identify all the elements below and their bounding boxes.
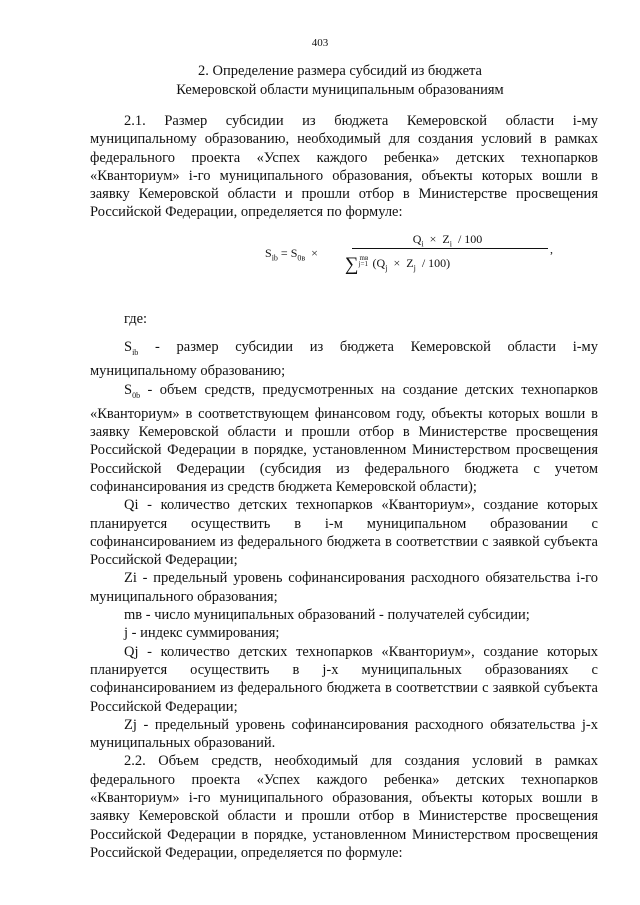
term-s-ib: S <box>124 339 133 356</box>
formula-lhs <box>265 244 318 268</box>
definition-qj: Qj - количество детских технопарков «Кванториум», создание которых планируется осуществить в j-х муниципальных образованиях с софинансированием из федерального бюджета в соответствии с заявкой субъекта Российской Федерации; <box>90 643 598 715</box>
formula-num-div: / 100 <box>457 231 483 246</box>
sum-upper-limit: mв <box>359 253 369 262</box>
section-title <box>90 62 590 100</box>
definition-s-ib-text: - размер субсидии из бюджета Кемеровской области i-му муниципальному образованию; <box>90 339 598 380</box>
formula-den-q: (Q <box>372 255 386 270</box>
formula-num-z-sub: i <box>449 239 452 249</box>
definition-s-ib <box>90 338 598 380</box>
formula-den-q-sub: j <box>385 263 388 273</box>
definition-s-0b <box>90 381 598 497</box>
formula-comma: , <box>550 241 553 256</box>
formula-den-times: × <box>393 255 401 270</box>
section-title-line-1: 2. Определение размера субсидий из бюджета <box>198 63 482 79</box>
term-s-0b-sub: 0b <box>132 390 141 400</box>
formula-s-ib-sub: ib <box>271 253 278 263</box>
definition-s-0b-text: - объем средств, предусмотренных на создание детских технопарков «Кванториум» в соответствующем финансовом году, объекты которых вошли в заявку Кемеровской области и прошли отбор в Министерстве просвещения Российской Федерации в порядке, установленном Министерством просвещения Российской Федерации (субсидия из федерального бюджета с учетом софинансирования из средств бюджета Кемеровской области); <box>90 381 598 495</box>
formula-equals: = <box>280 245 288 260</box>
where-label: где: <box>124 310 148 327</box>
formula-num-q: Q <box>412 231 422 246</box>
formula-num-z: Z <box>442 231 450 246</box>
formula-num-q-sub: i <box>421 239 424 249</box>
formula-num-times: × <box>429 231 437 246</box>
formula-times: × <box>311 245 318 260</box>
sum-symbol: ∑ <box>345 253 359 275</box>
term-s-ib-sub: ib <box>132 347 139 357</box>
formula-s0-sub: 0в <box>297 253 306 263</box>
formula-den-z-sub: j <box>413 263 416 273</box>
definition-mb: mв - число муниципальных образований - получателей субсидии; <box>124 607 530 624</box>
definition-qi: Qi - количество детских технопарков «Кванториум», создание которых планируется осуществить в i-м муниципальном образовании с софинансированием из федерального бюджета в соответствии с заявкой субъекта Российской Федерации; <box>90 497 598 569</box>
sum-lower-limit: j=1 <box>358 260 368 269</box>
formula-den-div: / 100) <box>421 255 451 270</box>
paragraph-2-2: 2.2. Объем средств, необходимый для создания условий в рамках федерального проекта «Успех каждого ребенка» детских технопарков «Кванториум» i-го муниципального образования, объекты которых вошли в заявку Кемеровской области и прошли отбор в Министерстве просвещения Российской Федерации в порядке, установленном Министерством просвещения Российской Федерации, определяется по формуле: <box>90 753 598 861</box>
definition-zi: Zi - предельный уровень софинансирования расходного обязательства i-го муниципального образования; <box>90 570 598 605</box>
formula-denominator <box>345 253 450 278</box>
formula-den-z: Z <box>406 255 414 270</box>
formula-s-ib: S <box>265 245 272 260</box>
term-s-0b: S <box>124 381 133 398</box>
formula-numerator <box>360 230 535 254</box>
subsidy-formula <box>90 228 598 290</box>
definition-j: j - индекс суммирования; <box>124 625 280 642</box>
formula-s0: S <box>290 245 298 260</box>
fraction-bar <box>352 248 548 249</box>
page-number: 403 <box>311 37 329 49</box>
paragraph-2-1: 2.1. Размер субсидии из бюджета Кемеровской области i-му муниципальному образованию, необходимый для создания условий в рамках федерального проекта «Успех каждого ребенка» детских технопарков «Кванториум» i-го муниципального образования, объекты которых вошли в заявку Кемеровской области и прошли отбор в Министерстве просвещения Российской Федерации, определяется по формуле: <box>90 113 598 221</box>
sum-limits <box>359 253 373 271</box>
section-title-line-2: Кемеровской области муниципальным образованиям <box>176 82 504 98</box>
document-body <box>90 112 598 862</box>
definition-zj: Zj - предельный уровень софинансирования расходного обязательства j-х муниципальных образований. <box>90 716 598 752</box>
